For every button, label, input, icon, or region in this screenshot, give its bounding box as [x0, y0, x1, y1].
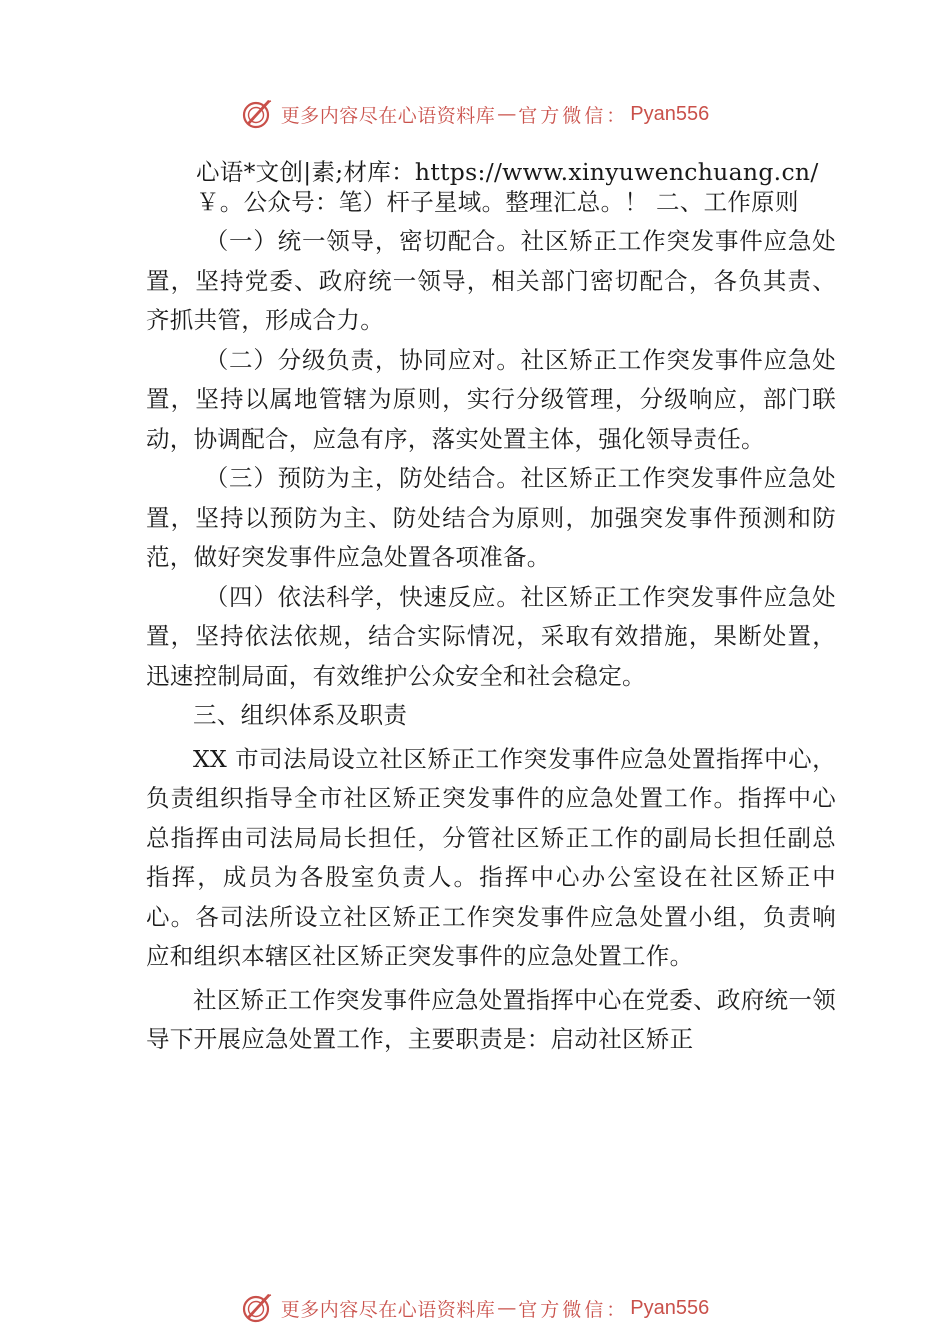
banner-brand: 更多内容尽在心语资料库 — [280, 104, 496, 127]
source-line-1: 心语*文创|素;材库：https://www.xinyuwenchuang.cn/ — [196, 158, 819, 186]
footer-wechat-label: 官方微信： — [518, 1298, 629, 1321]
paragraph-principle-3: （三）预防为主，防处结合。社区矫正工作突发事件应急处置，坚持以预防为主、防处结合为原则，加强突发事件预测和防范，做好突发事件应急处置各项准备。 — [146, 464, 836, 571]
paragraph-duties: 社区矫正工作突发事件应急处置指挥中心在党委、政府统一领导下开展应急处置工作，主要职责是：启动社区矫正 — [146, 985, 836, 1053]
footer-wechat-id: Pyan556 — [630, 1296, 710, 1319]
banner-dash: — — [497, 103, 517, 125]
paragraph-principle-1: （一）统一领导，密切配合。社区矫正工作突发事件应急处置，坚持党委、政府统一领导，相关部门密切配合，各负其责、齐抓共管，形成合力。 — [146, 227, 836, 334]
quill-seal-icon — [241, 1291, 275, 1325]
banner-wechat-id: Pyan556 — [630, 102, 710, 125]
header-banner — [0, 94, 950, 134]
paragraph-principle-2: （二）分级负责，协同应对。社区矫正工作突发事件应急处置，坚持以属地管辖为原则，实行分级管理，分级响应，部门联动，协调配合，应急有序，落实处置主体，强化领导责任。 — [146, 345, 836, 453]
footer-banner — [0, 1288, 950, 1328]
paragraph-principle-4: （四）依法科学，快速反应。社区矫正工作突发事件应急处置，坚持依法依规，结合实际情况，采取有效措施，果断处置，迅速控制局面，有效维护公众安全和社会稳定。 — [146, 582, 836, 690]
section-heading-3: 三、组织体系及职责 — [193, 701, 408, 729]
paragraph-organization: XX 市司法局设立社区矫正工作突发事件应急处置指挥中心，负责组织指导全市社区矫正突发事件的应急处置工作。指挥中心总指挥由司法局局长担任，分管社区矫正工作的副局长担任副总指挥，成员为各股室负责人。指挥中心办公室设在社区矫正中心。各司法所设立社区矫正工作突发事件应急处置小组，负责响应和组织本辖区社区矫正突发事件的应急处置工作。 — [146, 744, 836, 970]
banner-wechat-label: 官方微信： — [518, 104, 629, 127]
source-line-2: ￥。公众号：笔）杆子星域。整理汇总。！ 二、工作原则 — [196, 187, 799, 216]
quill-seal-icon — [241, 97, 275, 131]
footer-dash: — — [497, 1297, 517, 1319]
document-body — [146, 153, 836, 1060]
footer-brand: 更多内容尽在心语资料库 — [280, 1298, 496, 1321]
